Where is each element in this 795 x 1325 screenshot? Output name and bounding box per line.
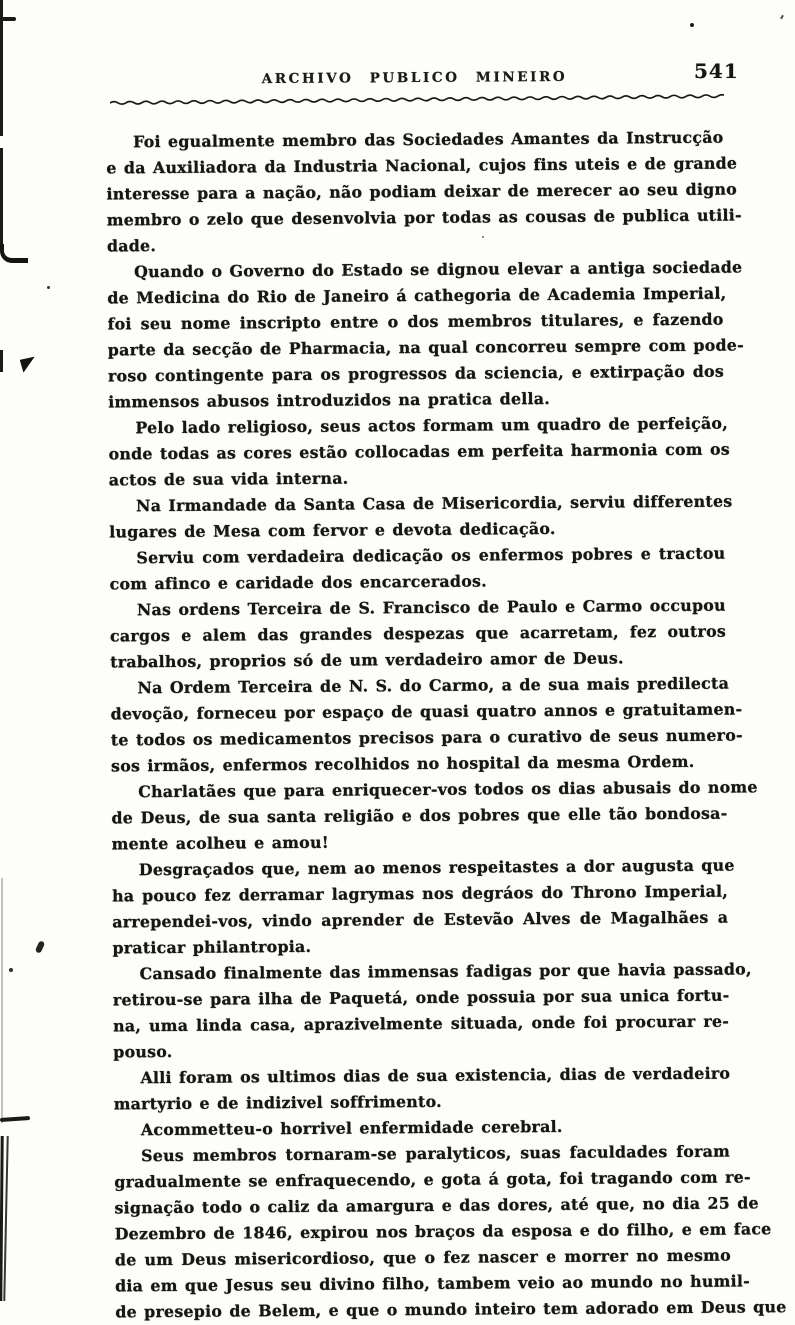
text-line: Pelo lado religioso, seus actos formam um quadro de perfeição, (135, 413, 729, 438)
text-line: interesse para a nação, não podiam deixar de merecer ao seu digno (106, 179, 738, 204)
text-line: Desgraçados que, nem ao menos respeitastes a dor augusta que (138, 855, 735, 880)
text-line: praticar philantropia. (112, 936, 312, 958)
text-line: membro o zelo que desenvolvia por todas as cousas de publica utili- (106, 205, 742, 230)
binding-crease-faint-line (1, 878, 3, 1123)
text-line: Acommetteu-o horrivel enfermidade cerebral. (140, 1116, 563, 1140)
binding-mark-dash (0, 350, 3, 372)
text-line: te todos os medicamentos precisos para o curativo de seus numero- (110, 725, 743, 750)
text-line: cargos e alem das grandes despezas que acarretam, fez outros (109, 621, 727, 646)
text-line: devoção, forneceu por espaço de quasi quatro annos e gratuitamen- (110, 699, 743, 724)
ink-speck (482, 236, 484, 238)
text-line: com afinco e caridade dos encarcerados. (109, 571, 487, 594)
text-line: Seus membros tornaram-se paralyticos, suas faculdades foram (140, 1141, 731, 1166)
text-line: sos irmãos, enfermos recolhidos no hospital da mesma Ordem. (110, 751, 695, 776)
text-line: actos de sua vida interna. (108, 468, 349, 490)
text-line: na, uma linda casa, aprazivelmente situada, onde foi procurar re- (112, 1011, 730, 1036)
text-line: foi seu nome inscripto entre o dos membros titulares, e fazendo (107, 309, 724, 334)
ink-speck (780, 15, 784, 19)
ink-speck (690, 23, 694, 27)
ink-speck (47, 286, 50, 289)
text-line: e da Auxiliadora da Industria Nacional, cujos fins uteis e de grande (106, 153, 738, 178)
running-header-title: ARCHIVO PUBLICO MINEIRO (261, 68, 568, 88)
text-line: mente acolheu e amou! (111, 832, 329, 854)
text-line: immensos abusos introduzidos na pratica della. (108, 388, 551, 412)
text-line: arrependei-vos, vindo aprender de Estevão Alves de Magalhães a (112, 907, 729, 932)
text-line: Na Ordem Terceira de N. S. do Carmo, a de sua mais predilecta (137, 673, 730, 698)
binding-mark-hook (0, 244, 28, 263)
text-line: gradualmente se enfraquecendo, e gota á gota, foi tragando com re- (114, 1167, 751, 1192)
text-line: retirou-se para ilha de Paquetá, onde possuia por sua unica fortu- (112, 985, 730, 1010)
text-line: roso contingente para os progressos da sciencia, e extirpação dos (107, 361, 725, 386)
text-line: parte da secção de Pharmacia, na qual concorreu sempre com pode- (107, 335, 744, 360)
text-line: dia em que Jesus seu divino filho, tambem veio ao mundo no humil- (115, 1271, 750, 1296)
text-line: Serviu com verdadeira dedicação os enfermos pobres e tractou (136, 543, 726, 568)
text-line: Charlatães que para enriquecer-vos todos os dias abusais do nome (138, 777, 758, 802)
text-line: dade. (106, 236, 157, 256)
binding-mark-dash (0, 1116, 30, 1122)
text-line: martyrio e de indizivel soffrimento. (113, 1091, 442, 1114)
body-text (106, 125, 787, 1325)
text-line: signação todo o caliz da amargura e das dores, até que, no dia 25 de (114, 1193, 759, 1218)
text-line: onde todas as cores estão collocadas em perfeita harmonia com os (108, 439, 730, 464)
binding-mark-tick (0, 17, 16, 21)
text-line: trabalhos, proprios só de um verdadeiro amor de Deus. (110, 648, 624, 672)
header-divider-rule (110, 87, 724, 110)
ink-blot-arrow (17, 354, 34, 375)
text-line: Foi egualmente membro das Sociedades Amantes da Instrucção (133, 127, 724, 152)
text-line: Cansado finalmente das immensas fadigas por que havia passado, (139, 959, 752, 984)
text-line: Nas ordens Terceira de S. Francisco de Paulo e Carmo occupou (136, 595, 726, 620)
text-line: lugares de Mesa com fervor e devota dedicação. (109, 518, 556, 542)
text-line-clipped: de presepio de Belem, e que o mundo inteiro tem adorado em Deus que (115, 1297, 787, 1322)
binding-mark-bottom-line-2 (3, 1136, 8, 1301)
text-line: de Medicina do Rio de Janeiro á cathegoria de Academia Imperial, (107, 283, 727, 308)
text-line: pouso. (113, 1041, 173, 1062)
text-line: Na Irmandade da Santa Casa de Misericordia, serviu differentes (135, 491, 733, 516)
text-line: Dezembro de 1846, expirou nos braços da esposa e do filho, e em face (114, 1219, 772, 1244)
text-line: ha pouco fez derramar lagrymas nos degráos do Throno Imperial, (111, 881, 729, 906)
text-line: de Deus, de sua santa religião e dos pobres que elle tão bondosa- (111, 803, 728, 828)
binding-mark-line (0, 148, 3, 248)
text-line: de um Deus misericordioso, que o fez nascer e morrer no mesmo (114, 1245, 731, 1270)
ink-speck (9, 968, 13, 972)
text-line: Quando o Governo do Estado se dignou elevar a antiga sociedade (134, 257, 743, 282)
text-line: Alli foram os ultimos dias de sua existencia, dias de verdadeiro (140, 1063, 731, 1088)
page-number: 541 (694, 59, 739, 83)
ink-blot (35, 940, 46, 953)
